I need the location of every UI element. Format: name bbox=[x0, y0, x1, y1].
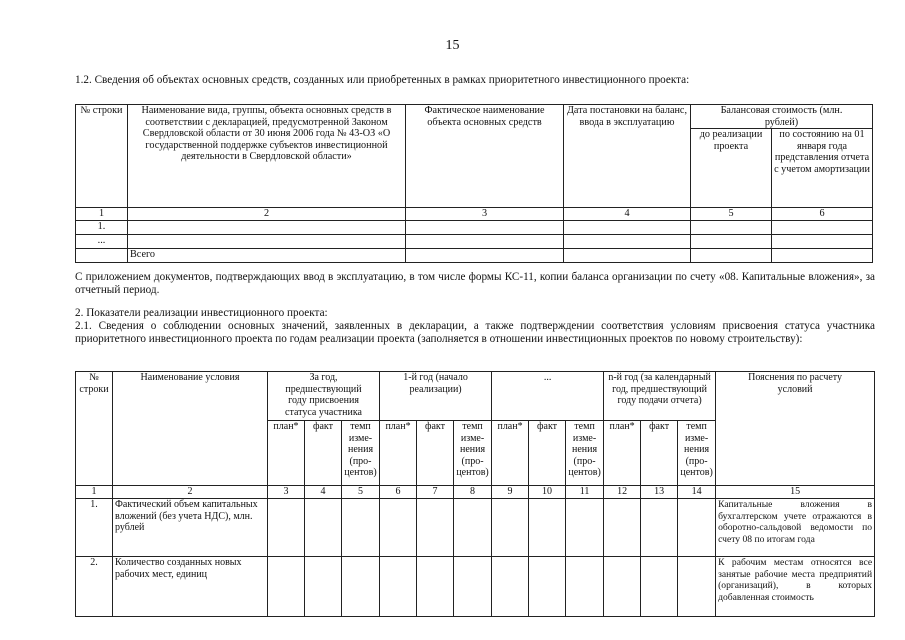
t1-col-number: 6 bbox=[772, 208, 873, 221]
t2-header-rate: темп изме- нения (про- центов) bbox=[342, 421, 380, 486]
t1-cell bbox=[406, 221, 564, 235]
t2-cell bbox=[529, 557, 566, 617]
t1-row-num bbox=[76, 249, 128, 263]
t1-col-number: 4 bbox=[564, 208, 691, 221]
t2-row-condition: Фактический объем капитальных вложений (без учета НДС), млн. рублей bbox=[113, 499, 268, 557]
t2-header-fact: факт bbox=[529, 421, 566, 486]
t2-header-year1: 1-й год (начало реализации) bbox=[380, 372, 492, 421]
t2-col-number: 8 bbox=[454, 486, 492, 499]
t2-col-number: 14 bbox=[678, 486, 716, 499]
t1-header-actual-name: Фактическое наименование объекта основных средств bbox=[406, 105, 564, 208]
t1-cell bbox=[772, 221, 873, 235]
t2-cell bbox=[342, 499, 380, 557]
t2-cell bbox=[454, 557, 492, 617]
t2-cell bbox=[417, 557, 454, 617]
t2-col-number: 15 bbox=[716, 486, 875, 499]
t2-header-rate: темп изме- нения (про- центов) bbox=[678, 421, 716, 486]
t2-header-condition: Наименование условия bbox=[113, 372, 268, 486]
table-row bbox=[76, 557, 875, 617]
t2-header-prev-year: За год, предшествующий году присвоения статуса участника bbox=[268, 372, 380, 421]
t1-col-number: 5 bbox=[691, 208, 772, 221]
t2-header-fact: факт bbox=[305, 421, 342, 486]
t2-cell bbox=[454, 499, 492, 557]
t2-row-num: 1. bbox=[76, 499, 113, 557]
t2-col-number: 3 bbox=[268, 486, 305, 499]
t2-cell bbox=[604, 557, 641, 617]
t1-cell bbox=[772, 235, 873, 249]
t2-row-note: Капитальные вложения в бухгалтерском учете отражаются в оборотно-сальдовой ведомости по счету 08 по итогам года bbox=[716, 499, 875, 557]
t2-cell bbox=[529, 499, 566, 557]
t1-cell bbox=[564, 221, 691, 235]
t2-cell bbox=[566, 499, 604, 557]
t2-header-plan: план* bbox=[492, 421, 529, 486]
t1-row-num: 1. bbox=[76, 221, 128, 235]
t1-column-numbers bbox=[76, 208, 873, 221]
t2-cell bbox=[268, 557, 305, 617]
t2-cell bbox=[641, 557, 678, 617]
table-row bbox=[76, 221, 873, 235]
t2-header-plan: план* bbox=[268, 421, 305, 486]
t2-col-number: 9 bbox=[492, 486, 529, 499]
t2-cell bbox=[380, 557, 417, 617]
t1-header-name: Наименование вида, группы, объекта основных средств в соответствии с декларацией, предусмотренной Законом Свердловской области от 30 июня 2006 года № 43-ОЗ «О государственной поддержке субъектов инвестиционной деятельности в Свердловской области» bbox=[128, 105, 406, 208]
table-row bbox=[76, 499, 875, 557]
t2-cell bbox=[604, 499, 641, 557]
t2-col-number: 10 bbox=[529, 486, 566, 499]
t2-cell bbox=[566, 557, 604, 617]
t2-cell bbox=[342, 557, 380, 617]
table-row bbox=[76, 235, 873, 249]
t2-cell bbox=[305, 499, 342, 557]
t2-cell bbox=[305, 557, 342, 617]
t2-header-num: № строки bbox=[76, 372, 113, 486]
t2-col-number: 11 bbox=[566, 486, 604, 499]
t2-cell bbox=[492, 557, 529, 617]
t2-col-number: 1 bbox=[76, 486, 113, 499]
t1-col-number: 1 bbox=[76, 208, 128, 221]
section-2-heading: 2. Показатели реализации инвестиционного проекта: bbox=[75, 307, 328, 319]
t1-cell bbox=[691, 221, 772, 235]
t2-cell bbox=[268, 499, 305, 557]
t2-header-ellipsis: ... bbox=[492, 372, 604, 421]
t2-header-plan: план* bbox=[380, 421, 417, 486]
t2-cell bbox=[417, 499, 454, 557]
t2-header-year-n: n-й год (за календарный год, предшествующий году подачи отчета) bbox=[604, 372, 716, 421]
t2-header-explanations: Пояснения по расчету условий bbox=[716, 372, 875, 486]
t1-cell bbox=[406, 249, 564, 263]
t1-col-number: 2 bbox=[128, 208, 406, 221]
t2-header-fact: факт bbox=[641, 421, 678, 486]
t2-cell bbox=[380, 499, 417, 557]
attachment-text: С приложением документов, подтверждающих ввод в эксплуатацию, в том числе формы КС-11, копии баланса организации по счету «08. Капитальные вложения», за отчетный период. bbox=[75, 271, 875, 296]
t1-cell bbox=[691, 235, 772, 249]
t1-cell bbox=[772, 249, 873, 263]
t2-col-number: 7 bbox=[417, 486, 454, 499]
t2-row-condition: Количество созданных новых рабочих мест, единиц bbox=[113, 557, 268, 617]
indicators-table bbox=[75, 371, 875, 617]
t1-cell bbox=[564, 235, 691, 249]
t2-col-number: 12 bbox=[604, 486, 641, 499]
fixed-assets-table bbox=[75, 104, 873, 263]
t2-col-number: 13 bbox=[641, 486, 678, 499]
t2-header-rate: темп изме- нения (про- центов) bbox=[566, 421, 604, 486]
t1-header-num: № строки bbox=[76, 105, 128, 208]
t2-row-num: 2. bbox=[76, 557, 113, 617]
t1-row-num: ... bbox=[76, 235, 128, 249]
t1-row-label bbox=[128, 235, 406, 249]
t2-col-number: 5 bbox=[342, 486, 380, 499]
t1-header-before: до реализации проекта bbox=[691, 129, 772, 208]
t2-cell bbox=[641, 499, 678, 557]
t2-header-fact: факт bbox=[417, 421, 454, 486]
t2-header-plan: план* bbox=[604, 421, 641, 486]
t2-col-number: 4 bbox=[305, 486, 342, 499]
t1-header-date: Дата постановки на баланс, ввода в эксплуатацию bbox=[564, 105, 691, 208]
t1-cell bbox=[691, 249, 772, 263]
t1-row-label: Всего bbox=[128, 249, 406, 263]
t1-header-balance: Балансовая стоимость (млн. рублей) bbox=[691, 105, 873, 129]
t1-row-label bbox=[128, 221, 406, 235]
t2-row-note: К рабочим местам относятся все занятые рабочие места предприятий (организаций), в которых добавленная стоимость bbox=[716, 557, 875, 617]
t2-cell bbox=[678, 499, 716, 557]
t1-cell bbox=[564, 249, 691, 263]
t2-column-numbers bbox=[76, 486, 875, 499]
section-2-1-text: 2.1. Сведения о соблюдении основных значений, заявленных в декларации, а также подтверждении соответствия условиям присвоения статуса участника приоритетного инвестиционного проекта по годам реализации проекта (заполняется в отношении инвестиционных проектов по новому строительству): bbox=[75, 320, 875, 345]
t1-header-asof: по состоянию на 01 января года представления отчета с учетом амортизации bbox=[772, 129, 873, 208]
t2-col-number: 6 bbox=[380, 486, 417, 499]
table-row bbox=[76, 249, 873, 263]
t1-col-number: 3 bbox=[406, 208, 564, 221]
t2-cell bbox=[678, 557, 716, 617]
t1-cell bbox=[406, 235, 564, 249]
t2-cell bbox=[492, 499, 529, 557]
section-1-2-heading: 1.2. Сведения об объектах основных средств, созданных или приобретенных в рамках приоритетного инвестиционного проекта: bbox=[75, 74, 690, 86]
page-number: 15 bbox=[445, 38, 460, 53]
t2-header-rate: темп изме- нения (про- центов) bbox=[454, 421, 492, 486]
t2-col-number: 2 bbox=[113, 486, 268, 499]
